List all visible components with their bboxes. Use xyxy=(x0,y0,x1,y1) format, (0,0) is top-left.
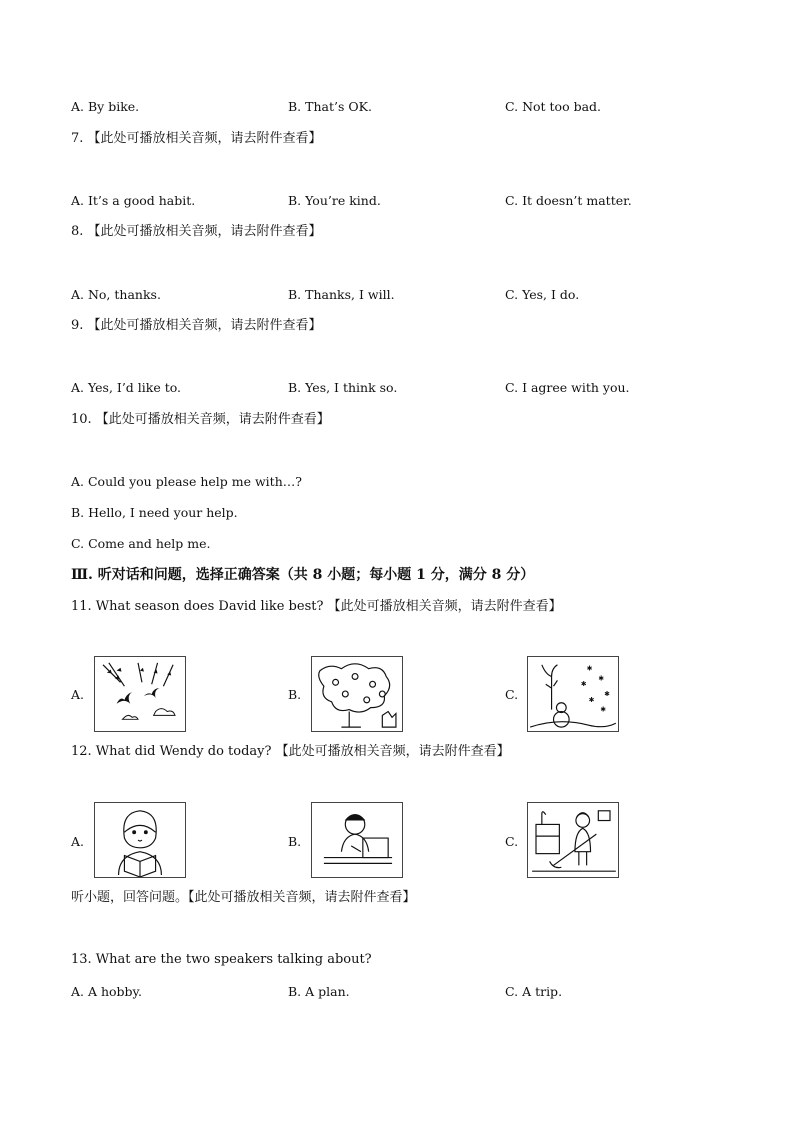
q12-stem: 12. What did Wendy do today? 【此处可播放相关音频，请去附件查看】 xyxy=(71,744,510,759)
q12-label-c: C. xyxy=(505,834,519,849)
q12-label-b: B. xyxy=(288,834,302,849)
q7-option-b: B. You’re kind. xyxy=(288,193,381,208)
q6-option-b: B. That’s OK. xyxy=(288,99,372,114)
svg-text:✱: ✱ xyxy=(580,680,587,689)
section-3-title: Ⅲ. 听对话和问题，选择正确答案（共 8 小题；每小题 1 分，满分 8 分） xyxy=(71,567,535,583)
q6-option-a: A. By bike. xyxy=(71,99,140,114)
q13-option-a: A. A hobby. xyxy=(71,984,142,999)
svg-text:✱: ✱ xyxy=(598,674,605,683)
q13-option-c: C. A trip. xyxy=(505,984,563,999)
q10-option-b: B. Hello, I need your help. xyxy=(71,505,238,520)
q10-stem: 10. 【此处可播放相关音频，请去附件查看】 xyxy=(71,412,330,427)
q6-option-c: C. Not too bad. xyxy=(505,99,602,114)
q7-stem: 7. 【此处可播放相关音频，请去附件查看】 xyxy=(71,131,322,146)
q10-option-c: C. Come and help me. xyxy=(71,536,211,551)
svg-text:✱: ✱ xyxy=(600,705,606,714)
q11-stem: 11. What season does David like best? 【此处可播放相关音频，请去附件查看】 xyxy=(71,599,562,614)
q7-option-c: C. It doesn’t matter. xyxy=(505,193,632,208)
q7-option-a: A. It’s a good habit. xyxy=(71,193,196,208)
boy-computer-image xyxy=(311,802,403,878)
q11-label-a: A. xyxy=(71,687,85,702)
q9-stem: 9. 【此处可播放相关音频，请去附件查看】 xyxy=(71,318,322,333)
q9-option-a: A. Yes, I’d like to. xyxy=(71,380,182,395)
q8-option-c: C. Yes, I do. xyxy=(505,287,580,302)
q11-label-b: B. xyxy=(288,687,302,702)
girl-reading-image xyxy=(94,802,186,878)
spring-swallows-image xyxy=(94,656,186,732)
svg-text:✱: ✱ xyxy=(604,689,610,698)
q11-label-c: C. xyxy=(505,687,519,702)
q10-option-a: A. Could you please help me with…? xyxy=(71,474,302,489)
winter-snowman-image xyxy=(527,656,619,732)
q9-option-c: C. I agree with you. xyxy=(505,380,630,395)
listening-prompt: 听小题，回答问题。【此处可播放相关音频，请去附件查看】 xyxy=(71,890,416,905)
svg-text:✱: ✱ xyxy=(586,664,593,673)
q12-label-a: A. xyxy=(71,834,85,849)
q13-stem: 13. What are the two speakers talking about? xyxy=(71,952,372,967)
svg-text:✱: ✱ xyxy=(588,695,595,704)
autumn-fruit-tree-image xyxy=(311,656,403,732)
q8-stem: 8. 【此处可播放相关音频，请去附件查看】 xyxy=(71,224,322,239)
q8-option-b: B. Thanks, I will. xyxy=(288,287,395,302)
q9-option-b: B. Yes, I think so. xyxy=(288,380,398,395)
woman-sweeping-image xyxy=(527,802,619,878)
q8-option-a: A. No, thanks. xyxy=(71,287,161,302)
q13-option-b: B. A plan. xyxy=(288,984,350,999)
